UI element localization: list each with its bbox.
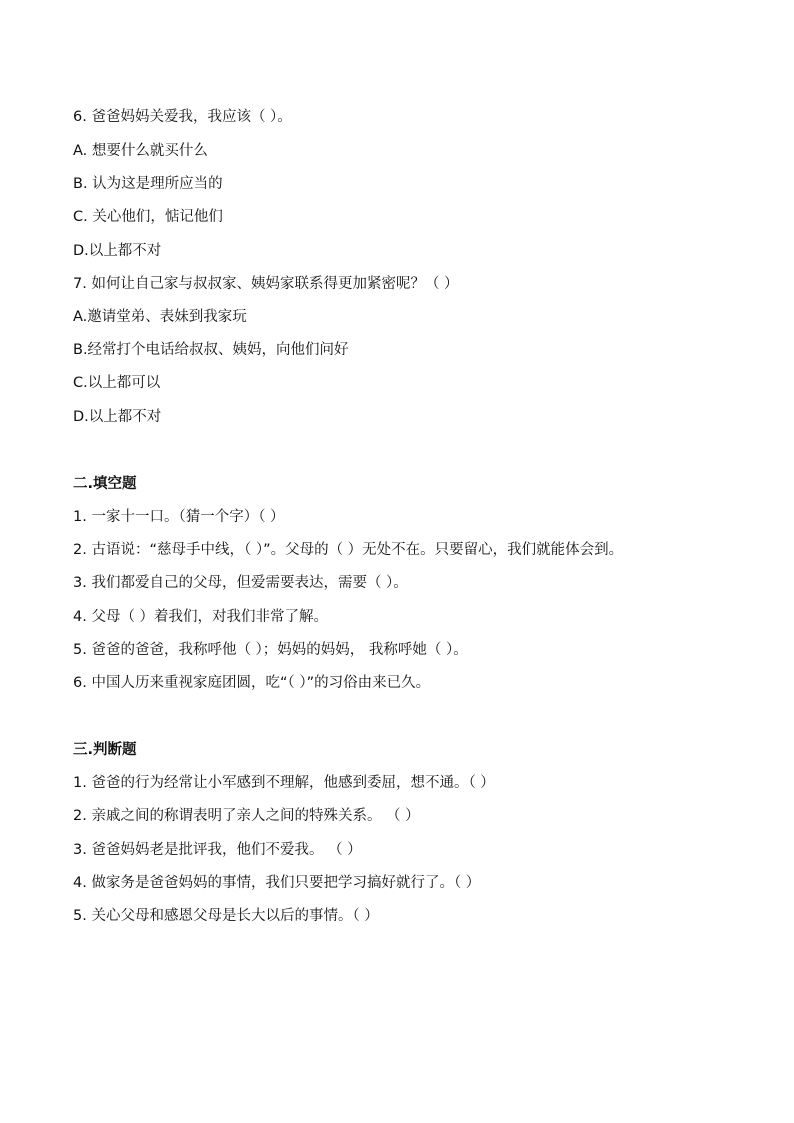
true-false-heading: 三.判断题 [73,742,137,758]
question-7-option-a: A.邀请堂弟、表妹到我家玩 [73,309,247,325]
question-6-stem: 6. 爸爸妈妈关爱我，我应该（ ）。 [73,109,292,125]
question-6-option-d: D.以上都不对 [73,243,162,259]
true-false-item-4: 4. 做家务是爸爸妈妈的事情，我们只要把学习搞好就行了。（ ） [73,875,481,891]
question-7-option-d: D.以上都不对 [73,409,162,425]
question-7-option-c: C.以上都可以 [73,375,161,391]
fill-blank-heading: 二.填空题 [73,476,137,492]
question-7-option-b: B.经常打个电话给叔叔、姨妈，向他们问好 [73,342,349,358]
fill-blank-item-4: 4. 父母（ ）着我们，对我们非常了解。 [73,609,329,625]
question-6-option-b: B. 认为这是理所应当的 [73,176,223,192]
fill-blank-item-5: 5. 爸爸的爸爸，我称呼他（ ）；妈妈的妈妈， 我称呼她（ ）。 [73,642,468,658]
true-false-item-2: 2. 亲戚之间的称谓表明了亲人之间的特殊关系。 （ ） [73,808,420,824]
fill-blank-item-2: 2. 古语说：“慈母手中线，（ ）”。父母的（ ）无处不在。只要留心，我们就能体会到。 [73,542,624,558]
question-6-option-c: C. 关心他们，惦记他们 [73,209,223,225]
question-6-option-a: A. 想要什么就买什么 [73,143,208,159]
true-false-item-3: 3. 爸爸妈妈老是批评我，他们不爱我。 （ ） [73,842,362,858]
fill-blank-item-3: 3. 我们都爱自己的父母，但爱需要表达，需要（ ）。 [73,575,408,591]
question-7-stem: 7. 如何让自己家与叔叔家、姨妈家联系得更加紧密呢？（ ） [73,276,459,292]
fill-blank-item-6: 6. 中国人历来重视家庭团圆，吃“（ ）”的习俗由来已久。 [73,675,431,691]
true-false-item-1: 1. 爸爸的行为经常让小军感到不理解，他感到委屈，想不通。（ ） [73,775,495,791]
true-false-item-5: 5. 关心父母和感恩父母是长大以后的事情。（ ） [73,908,379,924]
fill-blank-item-1: 1. 一家十一口。（猜一个字）（ ） [73,509,285,525]
